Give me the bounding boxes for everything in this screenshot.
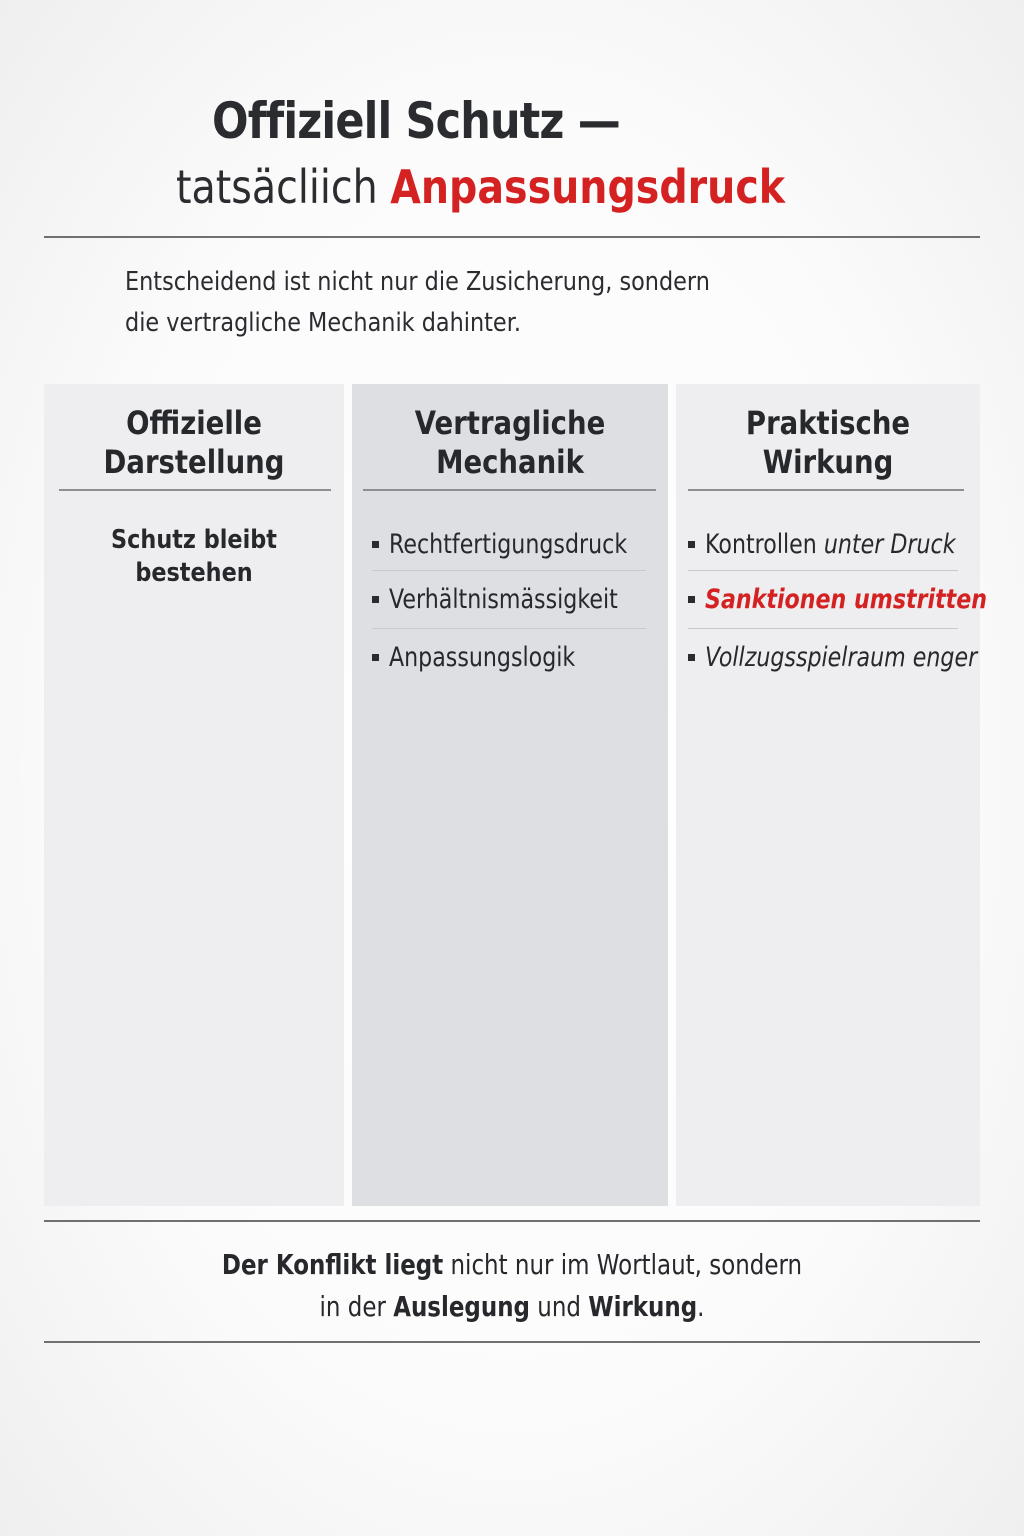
subtitle (125, 262, 727, 344)
subtitle-line-2: die vertragliche Mechanik dahinter. (125, 308, 521, 338)
footer-line-1 (92, 1244, 932, 1286)
footer-conclusion (0, 1244, 1024, 1328)
footer-line-2 (92, 1286, 932, 1328)
list-item-label: Anpassungslogik (389, 642, 576, 673)
label-plain: Kontrollen (705, 528, 824, 560)
column-heading (374, 404, 646, 482)
title-line-2 (176, 160, 785, 214)
column-official (44, 384, 344, 1206)
footer-bold: Der Konflikt liegt (221, 1248, 444, 1281)
title-divider (44, 236, 980, 238)
column-divider (363, 489, 656, 491)
heading-line: Praktische (745, 404, 911, 442)
statement-line: bestehen (135, 558, 253, 588)
footer-bold: Auslegung (393, 1290, 530, 1323)
list-item-label: Verhältnismässigkeit (389, 584, 618, 615)
footer-plain: in der (319, 1290, 394, 1323)
footer-plain: . (697, 1290, 705, 1323)
list-item-label: Rechtfertigungsdruck (389, 528, 628, 560)
list-item-label (705, 529, 956, 560)
bullet-icon (688, 654, 695, 661)
footer-bold: Wirkung (588, 1290, 698, 1323)
list-item (688, 628, 978, 686)
bullet-icon (372, 654, 379, 661)
heading-line: Darstellung (103, 443, 285, 481)
footer-bottom-divider (44, 1341, 980, 1343)
bullet-icon (372, 541, 379, 548)
list-item-label: Sanktionen umstritten (705, 584, 988, 615)
statement-line: Schutz bleibt (111, 525, 277, 555)
title-line-1: Offiziell Schutz — (212, 92, 620, 150)
bullet-list (688, 518, 988, 686)
heading-line: Mechanik (436, 443, 584, 481)
column-heading (697, 404, 958, 482)
list-item-label: Vollzugsspielraum enger (705, 642, 978, 673)
list-item (372, 570, 646, 628)
footer-top-divider (44, 1220, 980, 1222)
label-italic: unter Druck (823, 528, 956, 560)
heading-line: Offizielle (126, 404, 262, 442)
list-item (688, 518, 958, 570)
bullet-icon (688, 596, 695, 603)
column-heading (65, 404, 323, 482)
column-statement (65, 524, 323, 590)
list-item (372, 628, 646, 686)
list-item-highlighted (688, 570, 988, 628)
heading-line: Wirkung (762, 443, 894, 481)
column-practical-effect (676, 384, 988, 1206)
list-item (372, 518, 646, 570)
column-divider (59, 489, 331, 491)
heading-line: Vertragliche (414, 404, 606, 442)
column-divider (688, 489, 964, 491)
bullet-list (372, 518, 646, 686)
subtitle-line-1: Entscheidend ist nicht nur die Zusicherung, sondern (125, 267, 710, 297)
column-mechanics (352, 384, 668, 1206)
bullet-icon (372, 596, 379, 603)
title-line-2-plain: tatsäcliich (176, 160, 391, 214)
bullet-icon (688, 541, 695, 548)
footer-plain: nicht nur im Wortlaut, sondern (443, 1248, 803, 1281)
footer-plain: und (529, 1290, 589, 1323)
title-accent: Anpassungsdruck (390, 160, 786, 214)
